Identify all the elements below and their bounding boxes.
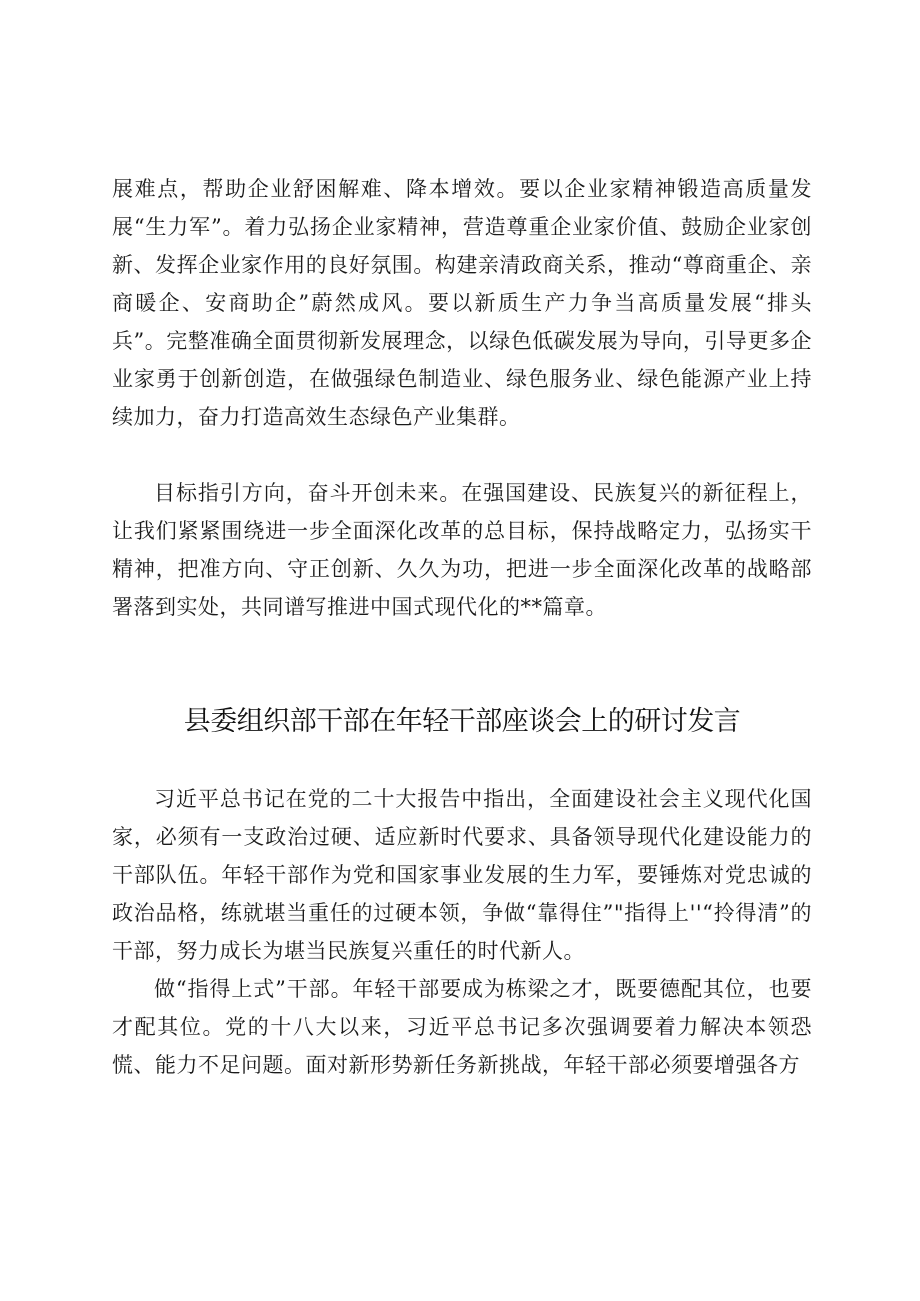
continuation-paragraph: 展难点，帮助企业舒困解难、降本增效。要以企业家精神锻造高质量发展“生力军”。着力弘扬企业家精神，营造尊重企业家价值、鼓励企业家创新、发挥企业家作用的良好氛围。构建亲清政商关系，推动“尊商重企、亲商暖企、安商助企”蔚然成风。要以新质生产力争当高质量发展“排头兵”。完整准确全面贯彻新发展理念，以绿色低碳发展为导向，引导更多企业家勇于创新创造，在做强绿色制造业、绿色服务业、绿色能源产业上持续加力，奋力打造高效生态绿色产业集群。 [112,177,812,429]
top-section [112,170,812,436]
body-paragraph-2: 做“指得上式”干部。年轻干部要成为栋梁之才，既要德配其位，也要才配其位。党的十八大以来，习近平总书记多次强调要着力解决本领恐慌、能力不足问题。面对新形势新任务新挑战，年轻干部必须要增强各方 [112,977,812,1077]
article-title: 县委组织部干部在年轻干部座谈会上的研讨发言 [183,706,741,737]
closing-section [112,474,812,626]
closing-paragraph: 目标指引方向，奋斗开创未来。在强国建设、民族复兴的新征程上，让我们紧紧围绕进一步全面深化改革的总目标，保持战略定力，弘扬实干精神，把准方向、守正创新、久久为功，把进一步全面深化改革的战略部署落到实处，共同谱写推进中国式现代化的**篇章。 [112,481,812,619]
article-body [112,780,812,1084]
body-paragraph-1: 习近平总书记在党的二十大报告中指出，全面建设社会主义现代化国家，必须有一支政治过硬、适应新时代要求、具备领导现代化建设能力的干部队伍。年轻干部作为党和国家事业发展的生力军，要锤炼对党忠诚的政治品格，练就堪当重任的过硬本领，争做“靠得住”"指得上''“拎得清”的干部，努力成长为堪当民族复兴重任的时代新人。 [112,787,812,963]
